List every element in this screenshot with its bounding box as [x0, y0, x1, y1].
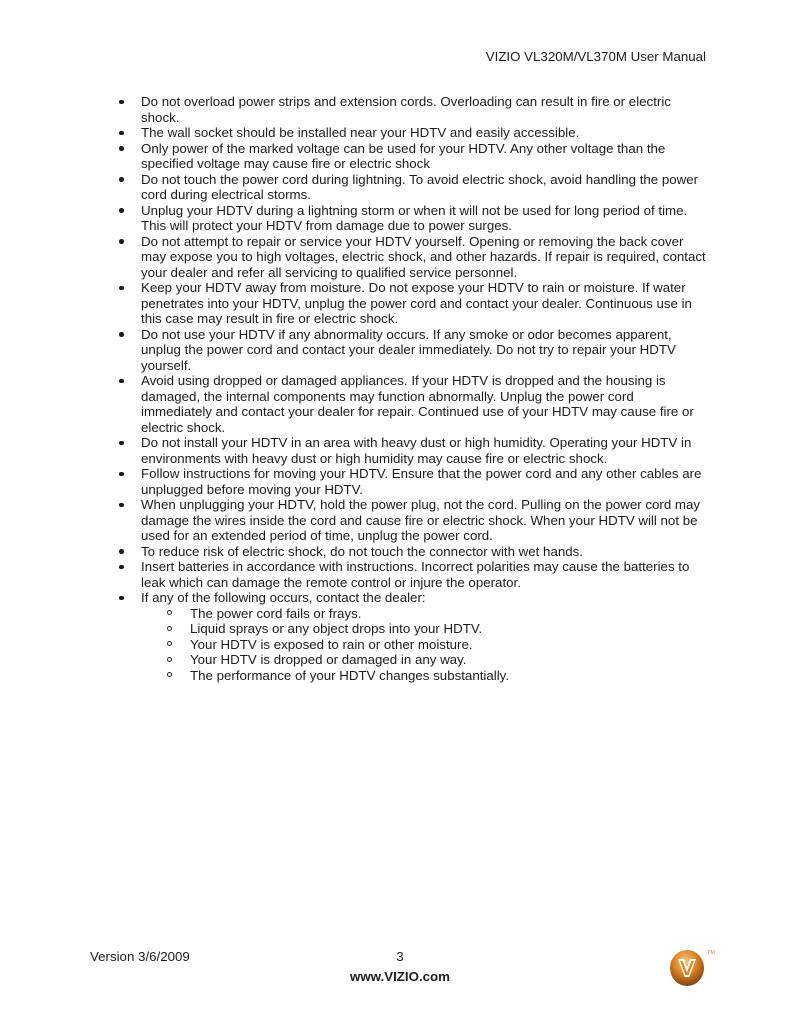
bullet-marker-icon	[119, 379, 124, 384]
bullet-text: Do not attempt to repair or service your HDTV yourself. Opening or removing the back cover may expose you to high voltages, electric shock, and other hazards. If repair is required, contact your dealer and refer all servicing to qualified service personnel.	[141, 233, 706, 280]
trademark-symbol: TM	[707, 950, 715, 956]
bullet-marker-icon	[119, 596, 124, 601]
safety-instructions-section	[90, 94, 708, 683]
sub-bullet-text: Liquid sprays or any object drops into your HDTV.	[190, 621, 483, 636]
bullet-marker-icon	[119, 177, 124, 182]
website-text: www.VIZIO.com	[350, 968, 450, 984]
bullet-item	[90, 497, 708, 544]
bullet-item	[90, 280, 708, 327]
bullet-text: Only power of the marked voltage can be used for your HDTV. Any other voltage than the specified voltage may cause fire or electric shock	[141, 140, 666, 171]
bullet-marker-icon	[119, 286, 124, 291]
bullet-marker-icon	[119, 146, 124, 151]
bullet-marker-icon	[119, 208, 124, 213]
bullet-text: To reduce risk of electric shock, do not touch the connector with wet hands.	[141, 543, 583, 559]
sub-bullet-text: Your HDTV is dropped or damaged in any way.	[190, 652, 467, 667]
bullet-item	[90, 141, 708, 172]
bullet-text: Insert batteries in accordance with instructions. Incorrect polarities may cause the batteries to leak which can damage the remote control or injure the operator.	[141, 559, 690, 590]
bullet-item	[90, 466, 708, 497]
page-header	[90, 49, 706, 65]
sub-bullet-item	[141, 668, 708, 684]
sub-bullet-marker-icon	[167, 610, 172, 615]
bullet-marker-icon	[119, 441, 124, 446]
bullet-text: Keep your HDTV away from moisture. Do not expose your HDTV to rain or moisture. If water penetrates into your HDTV, unplug the power cord and contact your dealer. Continuous use in this case may result in fire or electric shock.	[141, 280, 692, 326]
bullet-text: The wall socket should be installed near your HDTV and easily accessible.	[141, 125, 580, 140]
vizio-logo-svg	[666, 944, 718, 992]
bullet-item	[90, 435, 708, 466]
bullet-item	[90, 234, 708, 281]
bullet-text: Avoid using dropped or damaged appliances. If your HDTV is dropped and the housing is damaged, the internal components may function abnormally. Unplug the power cord immediately and contact your dealer for repair. Continued use of your HDTV may cause fire or electric shock.	[141, 373, 694, 435]
bullet-item	[90, 203, 708, 234]
bullet-marker-icon	[119, 332, 124, 337]
bullet-text: Do not use your HDTV if any abnormality occurs. If any smoke or odor becomes apparent, unplug the power cord and contact your dealer immediately. Do not try to repair your HDTV yourself.	[141, 326, 676, 373]
bullet-text: Follow instructions for moving your HDTV. Ensure that the power cord and any other cables are unplugged before moving your HDTV.	[141, 466, 702, 497]
bullet-marker-icon	[119, 565, 124, 570]
sub-bullet-text: The performance of your HDTV changes substantially.	[190, 667, 510, 683]
footer-version-text: Version 3/6/2009	[90, 949, 190, 964]
bullet-item	[90, 327, 708, 374]
bullet-text: Do not touch the power cord during lightning. To avoid electric shock, avoid handling the power cord during electrical storms.	[141, 171, 699, 202]
bullet-marker-icon	[119, 131, 124, 136]
bullet-marker-icon	[119, 239, 124, 244]
sub-bullet-marker-icon	[167, 657, 172, 662]
bullet-item	[90, 544, 708, 560]
safety-list	[90, 94, 708, 683]
sub-bullet-marker-icon	[167, 672, 172, 677]
page-number: 3	[396, 949, 404, 964]
bullet-text: If any of the following occurs, contact the dealer:	[141, 590, 426, 605]
sub-bullet-text: Your HDTV is exposed to rain or other moisture.	[190, 636, 473, 652]
sub-bullet-item	[141, 606, 708, 622]
bullet-marker-icon	[119, 549, 124, 554]
bullet-item	[90, 373, 708, 435]
bullet-item	[90, 590, 708, 683]
bullet-text: Unplug your HDTV during a lightning storm or when it will not be used for long period of time. This will protect your HDTV from damage due to power surges.	[141, 202, 688, 233]
sub-bullet-item	[141, 652, 708, 668]
sub-bullet-marker-icon	[167, 641, 172, 646]
bullet-item	[90, 94, 708, 125]
bullet-item	[90, 559, 708, 590]
sub-bullet-list	[141, 606, 708, 684]
bullet-text: Do not overload power strips and extension cords. Overloading can result in fire or electric shock.	[141, 94, 671, 125]
header-title: VIZIO VL320M/VL370M User Manual	[485, 49, 706, 64]
sub-bullet-text: The power cord fails or frays.	[190, 605, 362, 621]
sub-bullet-item	[141, 637, 708, 653]
bullet-item	[90, 125, 708, 141]
bullet-marker-icon	[119, 100, 124, 105]
sub-bullet-item	[141, 621, 708, 637]
bullet-marker-icon	[119, 472, 124, 477]
sub-bullet-marker-icon	[167, 626, 172, 631]
vizio-logo-icon	[666, 944, 718, 992]
bullet-item	[90, 172, 708, 203]
bullet-text: When unplugging your HDTV, hold the power plug, not the cord. Pulling on the power cord may damage the wires inside the cord and cause fire or electric shock. When your HDTV will not be used for an extended period of time, unplug the power cord.	[141, 497, 701, 543]
bullet-text: Do not install your HDTV in an area with heavy dust or high humidity. Operating your HDTV in environments with heavy dust or high humidity may cause fire or electric shock.	[141, 435, 692, 466]
bullet-marker-icon	[119, 503, 124, 508]
